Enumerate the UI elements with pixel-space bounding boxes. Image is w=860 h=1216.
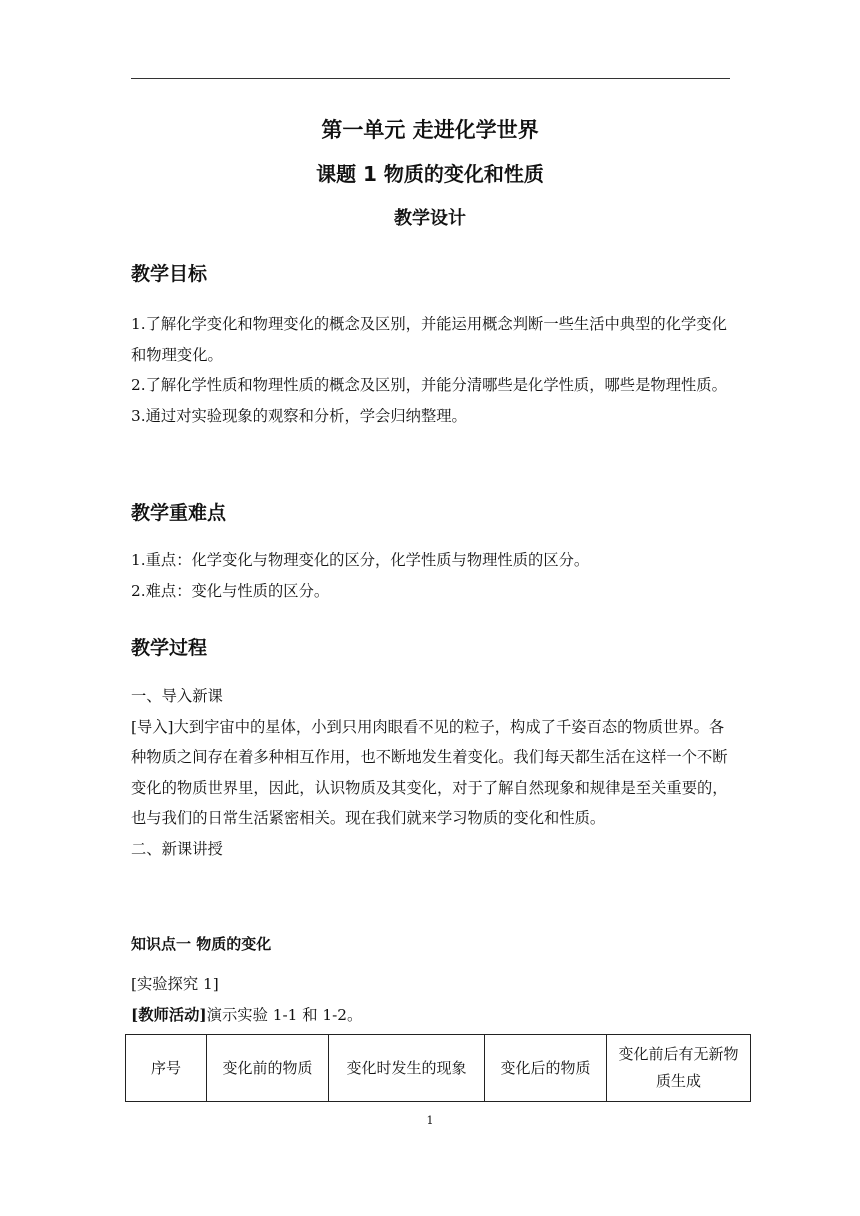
table-header-cell: 变化后的物质 [485,1035,607,1102]
knowledge-point-heading: 知识点一 物质的变化 [131,935,272,953]
teacher-activity-text: 演示实验 1-1 和 1-2。 [206,1006,363,1024]
unit-title: 第一单元 走进化学世界 [321,118,539,142]
header-rule [131,78,730,79]
objective-item: 1.了解化学变化和物理变化的概念及区别，并能运用概念判断一些生活中典型的化学变化和物理变化。 [131,315,727,364]
table-header-cell: 变化时发生的现象 [329,1035,485,1102]
table-header-cell: 变化前后有无新物质生成 [607,1035,751,1102]
keypoints-heading: 教学重难点 [131,502,227,524]
lesson-title: 课题 1 物质的变化和性质 [316,162,544,186]
intro-paragraph: [导入]大到宇宙中的星体，小到只用肉眼看不见的粒子，构成了千姿百态的物质世界。各种物质之间存在着多种相互作用，也不断地发生着变化。我们每天都生活在这样一个不断变化的物质世界里，因此，认识物质及其变化，对于了解自然现象和规律是至关重要的，也与我们的日常生活紧密相关。现在我们就来学习物质的变化和性质。 [131,717,728,827]
keypoint-item: 2.难点：变化与性质的区分。 [131,581,330,600]
keypoint-item: 1.重点：化学变化与物理变化的区分，化学性质与物理性质的区分。 [131,551,590,569]
process-heading: 教学过程 [131,637,208,659]
design-title: 教学设计 [394,208,466,229]
table-header-row [126,1035,751,1102]
table-header-cell: 变化前的物质 [207,1035,329,1102]
experiment-table [125,1034,751,1102]
page-number: 1 [426,1114,434,1127]
experiment-label: [实验探究 1] [131,975,219,993]
teacher-activity-tag: [教师活动] [131,1006,207,1024]
process-body [131,681,731,864]
objective-item: 2.了解化学性质和物理性质的概念及区别，并能分清哪些是化学性质，哪些是物理性质。 [131,376,727,394]
objectives-list [131,309,731,431]
keypoints-list [131,545,731,606]
objective-item: 3.通过对实验现象的观察和分析，学会归纳整理。 [131,406,467,425]
section-one-label: 一、导入新课 [131,687,223,705]
table-header-cell: 序号 [126,1035,207,1102]
objectives-heading: 教学目标 [131,263,208,285]
teacher-activity [131,1003,362,1025]
section-two-label: 二、新课讲授 [131,839,223,858]
